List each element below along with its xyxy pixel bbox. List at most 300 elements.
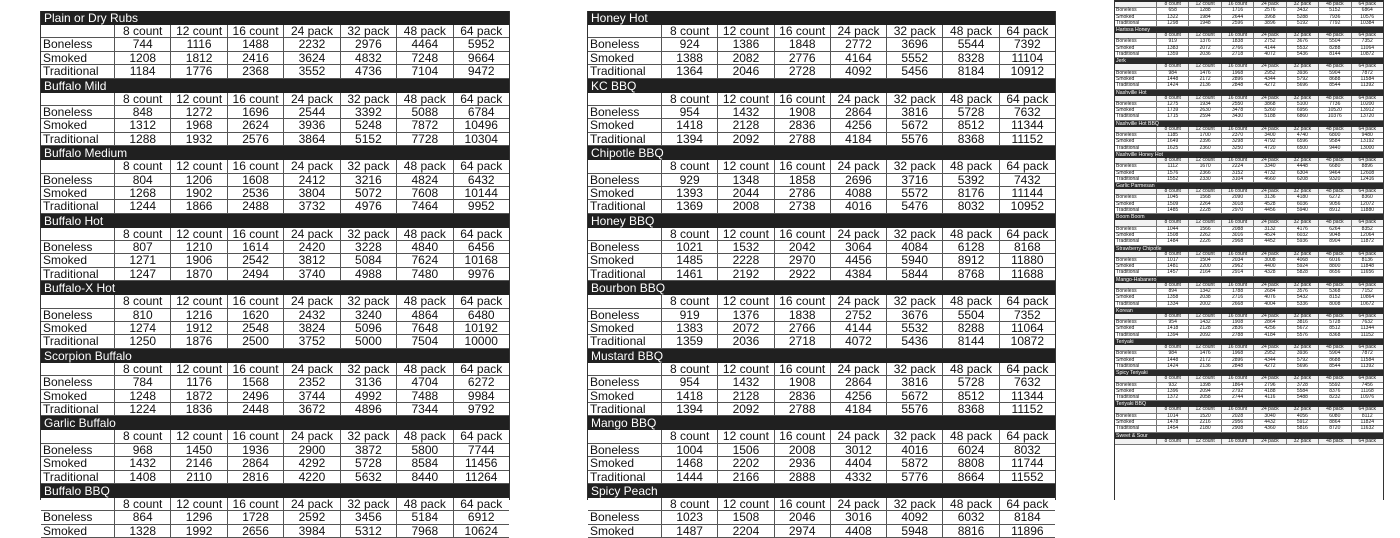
column-header: 24 pack [830, 430, 886, 442]
table-cell: 3936 [1286, 71, 1318, 76]
table-cell: 1478 [1156, 420, 1188, 425]
table-cell: 1396 [1156, 389, 1188, 394]
row-label: Boneless [1116, 287, 1137, 294]
table-cell: 3456 [340, 511, 396, 523]
row-label: Traditional [1116, 238, 1140, 245]
table-cell: 8656 [1318, 270, 1350, 275]
table-cell: 8904 [1318, 239, 1350, 244]
table-cell: 4256 [830, 390, 886, 402]
section-title-mango-bbq: Mango BBQ [588, 416, 1055, 430]
column-header: 12 count [717, 363, 773, 375]
table-cell: 2796 [1253, 383, 1285, 388]
row-label-header [41, 160, 114, 172]
column-header: 16 count [1221, 252, 1253, 257]
row-label: Traditional [590, 334, 646, 349]
table-cell: 9048 [1318, 233, 1350, 238]
table-cell: 2772 [830, 38, 886, 50]
table-cell: 6456 [453, 241, 509, 253]
table-cell: 3816 [886, 376, 942, 388]
column-header: 64 pack [1351, 2, 1383, 7]
table-cell: 1625 [1156, 146, 1188, 151]
table-cell: 1418 [661, 390, 717, 402]
table-cell: 2494 [227, 268, 283, 280]
table-cell: 2128 [1188, 326, 1220, 331]
table-cell: 8232 [1318, 395, 1350, 400]
table-cell: 2128 [717, 119, 773, 131]
table-row [41, 322, 509, 335]
column-header: 48 pack [1318, 220, 1350, 225]
table-cell: 5936 [1286, 239, 1318, 244]
table-cell: 8008 [1318, 302, 1350, 307]
table-cell: 6912 [453, 511, 509, 523]
row-label: Boneless [590, 442, 640, 457]
table-cell: 3868 [1253, 102, 1285, 107]
table-cell: 3132 [1253, 227, 1285, 232]
column-header: 32 pack [1286, 220, 1318, 225]
table-row [41, 65, 509, 78]
column-header: 32 pack [886, 295, 942, 307]
table-cell: 10912 [999, 65, 1055, 77]
table-cell: 11824 [1351, 420, 1383, 425]
column-header: 24 pack [283, 363, 339, 375]
table-cell: 10520 [1318, 108, 1350, 113]
row-label: Boneless [590, 240, 640, 255]
table-cell: 4524 [1253, 233, 1285, 238]
column-header: 16 count [774, 160, 830, 172]
table-cell: 7744 [453, 444, 509, 456]
table-cell: 2164 [1188, 270, 1220, 275]
table-cell: 2420 [283, 241, 339, 253]
table-cell: 5728 [340, 457, 396, 469]
table-cell: 2036 [717, 335, 773, 347]
column-header: 16 count [1221, 283, 1253, 288]
column-header: 32 pack [1286, 407, 1318, 412]
table-cell: 5576 [886, 403, 942, 415]
table-cell: 2094 [1188, 389, 1220, 394]
row-label: Boneless [43, 240, 93, 255]
table-cell: 4448 [1286, 164, 1318, 169]
table-cell: 1408 [114, 471, 170, 483]
table-cell: 2752 [830, 309, 886, 321]
column-header: 48 pack [1318, 127, 1350, 132]
table-row [41, 200, 509, 213]
table-cell: 2204 [717, 525, 773, 537]
column-header: 8 count [114, 228, 170, 240]
column-header: 64 pack [1351, 220, 1383, 225]
row-label: Traditional [1116, 362, 1140, 369]
row-label: Boneless [590, 307, 640, 322]
column-header: 48 pack [942, 228, 998, 240]
table-cell: 3240 [340, 309, 396, 321]
table-cell: 984 [1156, 351, 1188, 356]
section-title-buffalo-x-hot: Buffalo-X Hot [41, 281, 509, 295]
column-header: 64 pack [453, 363, 509, 375]
table-cell: 1288 [1188, 8, 1220, 13]
column-header: 12 count [170, 295, 226, 307]
table-cell: 8768 [942, 268, 998, 280]
table-cell: 1023 [661, 511, 717, 523]
column-header: 64 pack [999, 25, 1055, 37]
table-cell: 7352 [999, 309, 1055, 321]
row-label: Boneless [590, 37, 640, 52]
column-header: 12 count [1188, 158, 1220, 163]
table-cell: 2072 [717, 322, 773, 334]
column-header: 16 count [227, 25, 283, 37]
table-cell: 1608 [227, 174, 283, 186]
table-cell: 2596 [1221, 21, 1253, 26]
table-row [41, 335, 509, 348]
table-cell: 2684 [1253, 289, 1285, 294]
table-cell: 13000 [1351, 146, 1383, 151]
section-title-garlic-parmesan: Garlic Parmesan [1115, 183, 1383, 189]
table-cell: 1838 [774, 309, 830, 321]
table-cell: 8328 [942, 52, 998, 64]
column-header: 16 count [774, 25, 830, 37]
table-cell: 5152 [1318, 8, 1350, 13]
table-cell: 2728 [774, 65, 830, 77]
table-cell: 2576 [1253, 8, 1285, 13]
column-header: 12 count [717, 160, 773, 172]
column-header: 64 pack [1351, 127, 1383, 132]
table-cell: 1376 [717, 309, 773, 321]
table-cell: 2752 [1253, 39, 1285, 44]
table-cell: 4164 [830, 52, 886, 64]
table-cell: 1739 [1156, 108, 1188, 113]
table-cell: 8144 [942, 335, 998, 347]
table-cell: 2970 [774, 254, 830, 266]
column-header: 48 pack [1318, 252, 1350, 257]
row-label: Boneless [1116, 225, 1137, 232]
table-cell: 8176 [942, 187, 998, 199]
table-cell: 2788 [774, 133, 830, 145]
table-cell: 2370 [1221, 133, 1253, 138]
section-title-chipotle-bbq: Chipotle BBQ [588, 146, 1055, 160]
column-header: 48 pack [396, 498, 452, 510]
table-cell: 1485 [1156, 208, 1188, 213]
table-cell: 1369 [661, 200, 717, 212]
table-cell: 1372 [1156, 395, 1188, 400]
table-cell: 5532 [1286, 46, 1318, 51]
table-row [588, 106, 1055, 119]
table-cell: 4180 [1286, 195, 1318, 200]
table-cell: 7872 [1351, 71, 1383, 76]
table-row [588, 65, 1055, 78]
table-cell: 1348 [717, 174, 773, 186]
table-cell: 932 [1156, 383, 1188, 388]
table-cell: 4792 [1253, 139, 1285, 144]
table-cell: 8112 [1351, 414, 1383, 419]
row-label: Traditional [590, 199, 646, 214]
table-cell: 1696 [227, 106, 283, 118]
table-cell: 1383 [1156, 46, 1188, 51]
table-cell: 1021 [661, 241, 717, 253]
table-cell: 5504 [1318, 39, 1350, 44]
row-label: Boneless [1116, 7, 1137, 14]
table-cell: 5188 [1253, 114, 1285, 119]
table-cell: 8896 [1351, 164, 1383, 169]
table-row [588, 241, 1055, 254]
row-label: Smoked [43, 456, 88, 471]
column-header: 8 count [1156, 189, 1188, 194]
column-header: 12 count [1188, 439, 1220, 444]
table-cell: 2594 [1188, 114, 1220, 119]
table-cell: 7872 [1351, 351, 1383, 356]
table-cell: 7624 [396, 254, 452, 266]
column-header: 48 pack [396, 25, 452, 37]
column-header: 12 count [170, 228, 226, 240]
column-header: 12 count [170, 498, 226, 510]
column-header: 16 count [1221, 2, 1253, 7]
table-cell: 3136 [1253, 195, 1285, 200]
table-cell: 10168 [453, 254, 509, 266]
table-cell: 2836 [1221, 326, 1253, 331]
table-cell: 9952 [453, 200, 509, 212]
table-row [41, 471, 509, 484]
table-cell: 4256 [830, 119, 886, 131]
table-cell: 7432 [999, 174, 1055, 186]
table-cell: 784 [114, 376, 170, 388]
table-cell: 1836 [170, 403, 226, 415]
table-cell: 1418 [1156, 326, 1188, 331]
table-cell: 11392 [1351, 364, 1383, 369]
section-title-plain-or-dry-rubs: Plain or Dry Rubs [41, 11, 509, 25]
table-cell: 6128 [942, 241, 998, 253]
column-header: 64 pack [453, 25, 509, 37]
section-title-scorpion-buffalo: Scorpion Buffalo [41, 349, 509, 363]
row-label: Boneless [590, 375, 640, 390]
column-header: 64 pack [453, 295, 509, 307]
section-title-honey-hot: Honey Hot [588, 11, 1055, 25]
column-header: 8 count [661, 160, 717, 172]
table-cell: 11896 [999, 525, 1055, 537]
table-cell: 1424 [1156, 83, 1188, 88]
column-header: 24 pack [1253, 220, 1285, 225]
table-row [41, 268, 509, 281]
column-header: 12 count [1188, 345, 1220, 350]
row-label: Boneless [590, 510, 640, 525]
table-cell: 3104 [1221, 177, 1253, 182]
table-cell: 5100 [1286, 102, 1318, 107]
column-header: 32 pack [340, 430, 396, 442]
table-cell: 2038 [1188, 295, 1220, 300]
table-cell: 11880 [999, 254, 1055, 266]
table-cell: 11144 [999, 187, 1055, 199]
column-header: 16 count [227, 93, 283, 105]
table-cell: 2788 [1221, 333, 1253, 338]
table-cell: 1670 [1188, 164, 1220, 169]
table-cell: 2412 [283, 174, 339, 186]
table-row [588, 471, 1055, 484]
table-cell: 8864 [1318, 420, 1350, 425]
middle-nutrition-panel [587, 11, 1056, 538]
table-cell: 1184 [114, 65, 170, 77]
table-cell: 6208 [1286, 177, 1318, 182]
row-label: Smoked [590, 118, 635, 133]
row-label: Traditional [43, 64, 99, 79]
column-header: 64 pack [453, 430, 509, 442]
row-label: Smoked [1116, 107, 1135, 114]
table-cell: 2432 [283, 309, 339, 321]
table-cell: 10872 [999, 335, 1055, 347]
table-cell: 919 [661, 309, 717, 321]
table-cell: 1488 [227, 38, 283, 50]
table-cell: 4408 [830, 525, 886, 537]
column-header: 64 pack [1351, 33, 1383, 38]
row-label: Smoked [1116, 13, 1135, 20]
column-header: 48 pack [1318, 376, 1350, 381]
column-header: 16 count [774, 295, 830, 307]
table-cell: 2738 [774, 200, 830, 212]
column-header: 8 count [114, 430, 170, 442]
table-cell: 11744 [999, 457, 1055, 469]
column-header: 8 count [1156, 314, 1188, 319]
table-cell: 2922 [774, 268, 830, 280]
column-header: 8 count [661, 295, 717, 307]
section-title-nashville-honey-hot: Nashville Honey Hot [1115, 152, 1383, 158]
column-header: 64 pack [999, 363, 1055, 375]
table-cell: 5592 [1318, 383, 1350, 388]
column-header: 32 pack [1286, 189, 1318, 194]
row-label: Boneless [43, 37, 93, 52]
table-cell: 11152 [999, 133, 1055, 145]
table-cell: 1504 [1188, 258, 1220, 263]
column-header: 48 pack [1318, 96, 1350, 101]
column-header: 12 count [717, 430, 773, 442]
column-header: 64 pack [999, 498, 1055, 510]
table-cell: 1568 [1188, 195, 1220, 200]
table-cell: 6680 [1318, 164, 1350, 169]
column-header: 8 count [114, 295, 170, 307]
table-cell: 5792 [1286, 77, 1318, 82]
table-cell: 1210 [170, 241, 226, 253]
table-cell: 4088 [830, 187, 886, 199]
table-cell: 1576 [1156, 171, 1188, 176]
table-cell: 2816 [227, 471, 283, 483]
column-header: 64 pack [453, 93, 509, 105]
table-cell: 2864 [830, 106, 886, 118]
table-cell: 5072 [340, 187, 396, 199]
table-cell: 12072 [1351, 202, 1383, 207]
column-header-row [41, 363, 509, 376]
table-cell: 8512 [942, 119, 998, 131]
column-header-row [588, 25, 1055, 38]
table-cell: 6036 [1286, 202, 1318, 207]
table-cell: 12608 [1351, 171, 1383, 176]
row-label: Traditional [590, 64, 646, 79]
table-cell: 4432 [1253, 420, 1285, 425]
table-cell: 2668 [1221, 302, 1253, 307]
table-cell: 5844 [886, 268, 942, 280]
row-label: Boneless [1116, 38, 1137, 45]
row-label: Boneless [43, 442, 93, 457]
table-cell: 5504 [942, 309, 998, 321]
table-row [41, 403, 509, 416]
table-cell: 3744 [283, 390, 339, 402]
column-header: 8 count [1156, 127, 1188, 132]
table-cell: 11064 [999, 322, 1055, 334]
table-cell: 2216 [1188, 420, 1220, 425]
table-cell: 4384 [830, 268, 886, 280]
table-cell: 2092 [1188, 333, 1220, 338]
column-header-row [41, 430, 509, 443]
table-cell: 3040 [1253, 414, 1285, 419]
table-cell: 4272 [1253, 83, 1285, 88]
table-cell: 5368 [1318, 289, 1350, 294]
column-header: 64 pack [1351, 407, 1383, 412]
table-cell: 2166 [717, 471, 773, 483]
column-header: 12 count [170, 363, 226, 375]
table-cell: 5532 [886, 322, 942, 334]
table-cell: 2172 [1188, 77, 1220, 82]
row-label: Traditional [43, 469, 99, 484]
column-header: 8 count [661, 363, 717, 375]
column-header: 12 count [1188, 407, 1220, 412]
table-cell: 3624 [283, 52, 339, 64]
column-header: 12 count [170, 93, 226, 105]
table-cell: 2974 [774, 525, 830, 537]
table-cell: 5260 [1253, 108, 1285, 113]
column-header: 24 pack [1253, 96, 1285, 101]
table-cell: 2368 [227, 65, 283, 77]
table-cell: 4732 [1253, 171, 1285, 176]
table-cell: 6800 [1318, 133, 1350, 138]
table-cell: 4272 [1253, 364, 1285, 369]
column-header: 32 pack [340, 498, 396, 510]
column-header: 24 pack [283, 228, 339, 240]
column-header: 24 pack [830, 25, 886, 37]
table-cell: 7464 [396, 200, 452, 212]
table-cell: 11152 [999, 403, 1055, 415]
table-cell: 7344 [396, 403, 452, 415]
table-row [41, 106, 509, 119]
column-header: 64 pack [999, 295, 1055, 307]
section-title-teriyaki: Teriyaki [1115, 339, 1383, 345]
column-header: 16 count [227, 363, 283, 375]
table-cell: 1876 [170, 335, 226, 347]
table-cell: 9664 [453, 52, 509, 64]
table-cell: 2656 [227, 525, 283, 537]
row-label: Boneless [43, 375, 93, 390]
table-cell: 6956 [1286, 108, 1318, 113]
table-cell: 2088 [1221, 227, 1253, 232]
column-header: 8 count [114, 160, 170, 172]
row-label: Traditional [1116, 19, 1140, 26]
table-row [588, 376, 1055, 389]
table-cell: 10376 [1318, 114, 1350, 119]
table-cell: 4988 [340, 268, 396, 280]
column-header: 32 pack [340, 160, 396, 172]
table-cell: 7872 [396, 119, 452, 131]
row-label-header [41, 93, 114, 105]
table-cell: 2848 [1221, 83, 1253, 88]
table-cell: 6860 [1286, 114, 1318, 119]
row-label: Smoked [1116, 263, 1135, 270]
table-cell: 2044 [717, 187, 773, 199]
table-cell: 1208 [114, 52, 170, 64]
table-cell: 848 [114, 106, 170, 118]
table-cell: 2058 [1188, 395, 1220, 400]
table-cell: 1271 [114, 254, 170, 266]
table-cell: 5312 [340, 525, 396, 537]
table-cell: 2848 [1221, 364, 1253, 369]
table-cell: 1906 [170, 254, 226, 266]
table-cell: 3430 [1221, 114, 1253, 119]
table-cell: 2042 [774, 241, 830, 253]
table-cell: 804 [114, 174, 170, 186]
table-cell: 2202 [717, 457, 773, 469]
table-cell: 2232 [283, 38, 339, 50]
table-cell: 8368 [942, 133, 998, 145]
